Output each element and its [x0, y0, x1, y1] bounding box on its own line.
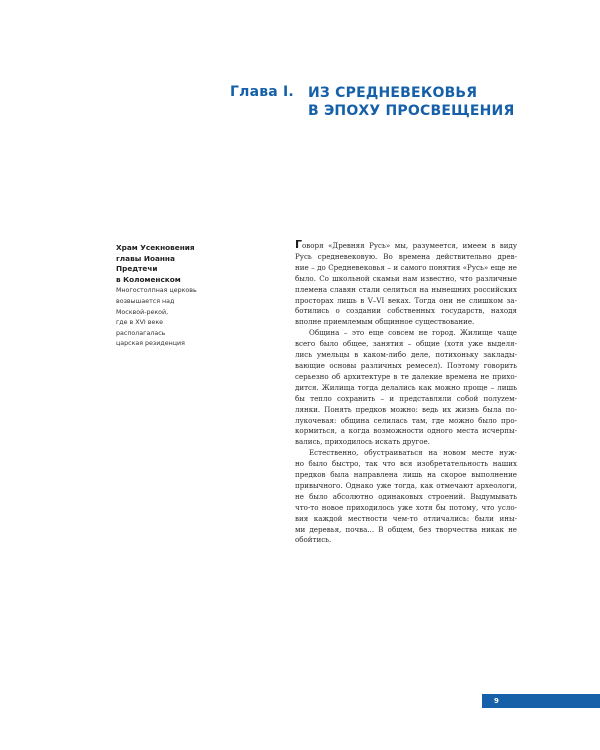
- caption-text-line: Многостолпная церковь: [116, 287, 197, 295]
- caption-text-line: Москвой-рекой,: [116, 308, 169, 316]
- body-line: вались, приходилось искать другое.: [295, 437, 430, 447]
- body-text: [295, 240, 517, 546]
- body-line: серьезно об архитектуре в те далекие времена не прихо-: [295, 371, 517, 381]
- caption-title-line: Предтечи: [116, 264, 158, 274]
- body-line-first: [295, 240, 517, 252]
- caption-text-line: где в XVI веке: [116, 319, 163, 327]
- body-line: но было быстро, так что вся изобретательность наших: [295, 459, 517, 469]
- paragraph-2: [295, 328, 517, 448]
- body-line: обойтись.: [295, 535, 332, 545]
- drop-cap: Г: [295, 238, 303, 251]
- body-line: было. Со школьной скамьи нам известно, что различные: [295, 273, 517, 283]
- caption-text: [116, 286, 226, 350]
- body-line: вающие основы различных ремесел). Поэтому говорить: [295, 360, 517, 370]
- caption-title: [116, 243, 226, 285]
- page-number: 9: [494, 697, 499, 705]
- body-line: кормиться, а когда возможности одного места исчерпы-: [295, 426, 517, 436]
- body-line: племена славян стали селиться на нынешних российских: [295, 284, 517, 294]
- body-line: Естественно, обустраиваться на новом месте нуж-: [309, 448, 517, 458]
- chapter-title: [308, 84, 568, 120]
- caption-text-line: царская резиденция: [116, 340, 185, 348]
- body-line: Русь средневековую. Во времена действительно древ-: [295, 251, 517, 261]
- body-line: дится. Жилища тогда делались как можно проще – лишь: [295, 382, 517, 392]
- body-line: что-то новое приходилось уже хотя бы потому, что усло-: [295, 502, 517, 512]
- caption-text-line: возвышается над: [116, 297, 175, 305]
- body-line: Община – это еще совсем не город. Жилище чаще: [309, 328, 517, 338]
- caption-title-line: в Коломенском: [116, 274, 181, 284]
- body-line: просторах лишь в V–VI веках. Тогда они не слишком за-: [295, 295, 517, 305]
- photo-caption: [116, 243, 226, 350]
- body-line-text: оворя «Древняя Русь» мы, разумеется, имеем в виду: [302, 241, 517, 250]
- caption-text-line: располагалась: [116, 329, 166, 337]
- body-line: не было абсолютно одинаковых строений. Выдумывать: [295, 491, 517, 501]
- caption-title-line: Храм Усекновения: [116, 243, 195, 252]
- paragraph-1: [295, 240, 517, 328]
- chapter-title-line: ИЗ СРЕДНЕВЕКОВЬЯ: [308, 85, 478, 101]
- body-line: ми деревья, почва... В общем, без творчества никак не: [295, 524, 517, 534]
- body-line: вия каждой местности чем-то отличались: были ины-: [295, 513, 517, 523]
- chapter-title-line: В ЭПОХУ ПРОСВЕЩЕНИЯ: [308, 103, 515, 119]
- page-number-bar: [482, 694, 600, 708]
- body-line: лись умельцы в каком-либо деле, потихоньку заклады-: [295, 350, 517, 360]
- body-line: ботились о создании собственных государств, находя: [295, 306, 517, 316]
- body-line: привычного. Однако уже тогда, как отмечают археологи,: [295, 480, 517, 490]
- paragraph-3: [295, 448, 517, 546]
- body-line: лукочевая: община селилась там, где можно было про-: [295, 415, 517, 425]
- body-line: лянки. Понять предков можно: ведь их жизнь была по-: [295, 404, 517, 414]
- chapter-label: Глава I.: [230, 84, 294, 100]
- body-line: вполне приемлемым общинное существование.: [295, 317, 475, 327]
- body-line: бы тепло сохранить – и представляли собой полуzем-: [295, 393, 517, 403]
- body-line: всего было общее, занятия – общие (хотя уже выделя-: [295, 339, 517, 349]
- body-line: предков была направлена лишь на скорое выполнение: [295, 470, 517, 480]
- body-line: ние – до Средневековья – и самого понятия «Русь» еще не: [295, 262, 517, 272]
- caption-title-line: главы Иоанна: [116, 253, 175, 263]
